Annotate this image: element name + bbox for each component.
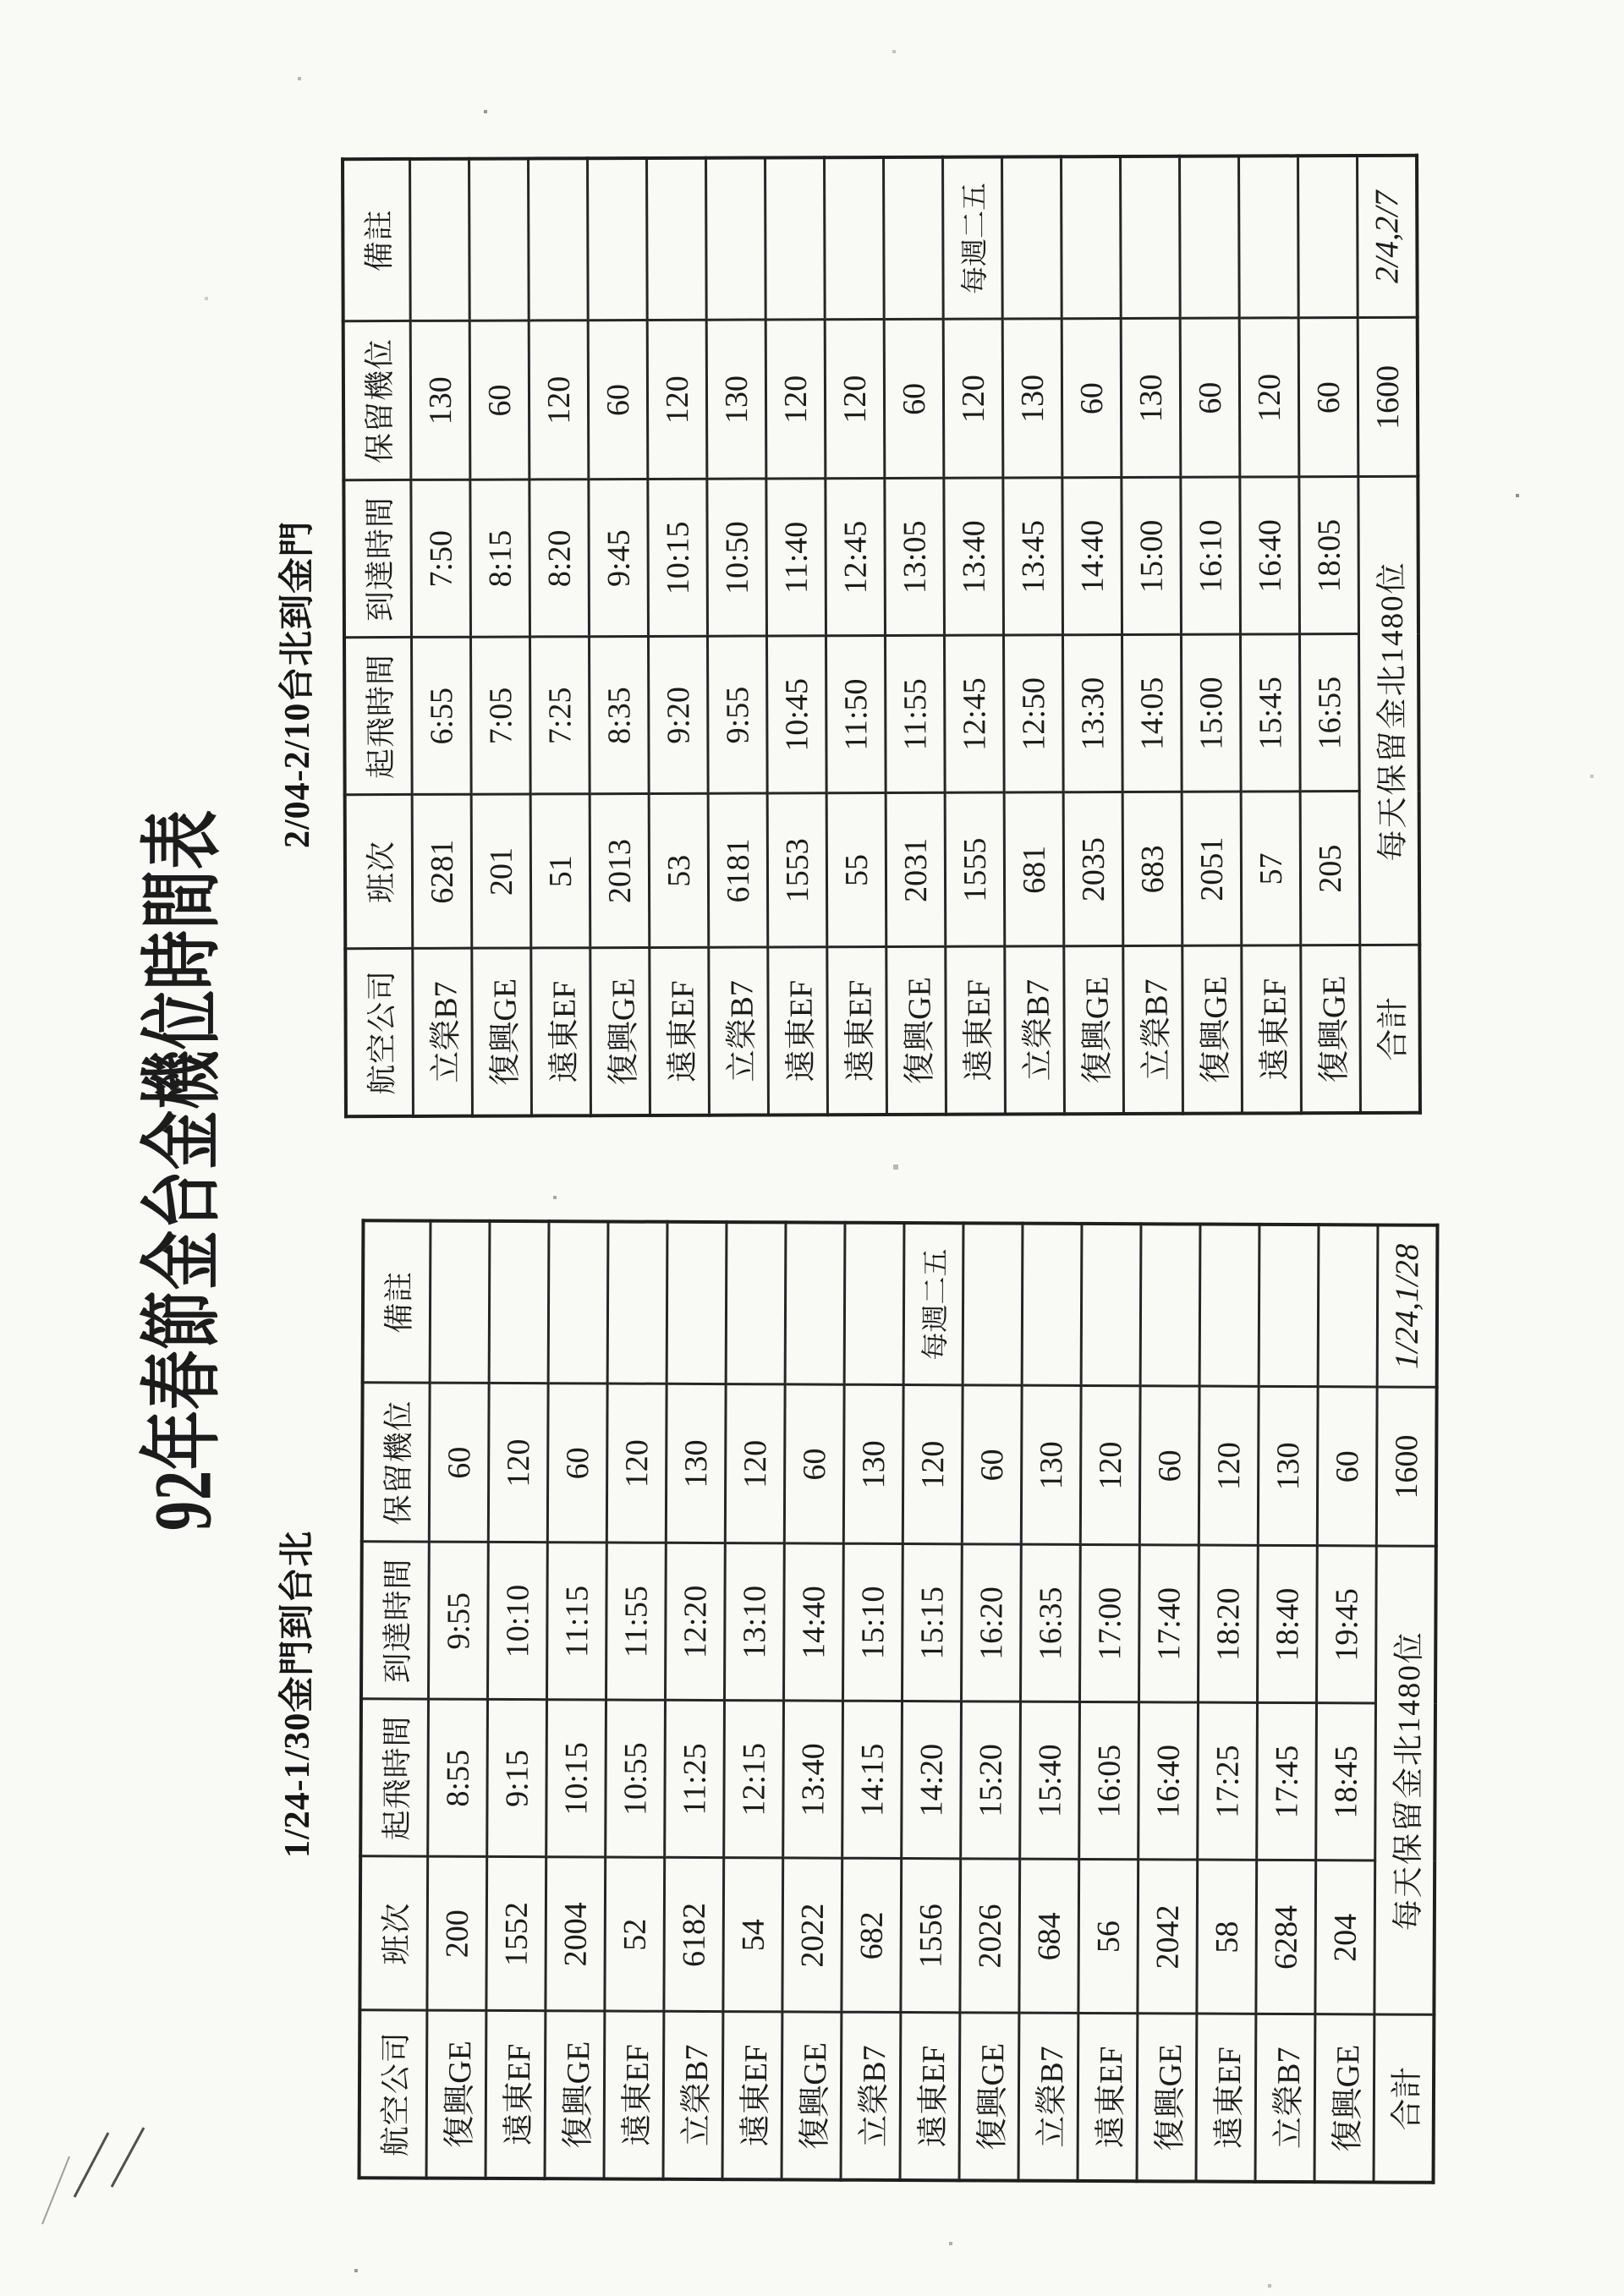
depart-time-cell: 16:40 bbox=[1138, 1702, 1199, 1860]
seats-cell: 60 bbox=[469, 321, 529, 479]
flight-no-cell: 51 bbox=[530, 794, 590, 948]
depart-time-cell: 8:35 bbox=[590, 637, 650, 794]
note-cell bbox=[588, 158, 648, 321]
header-cell: 班次 bbox=[359, 1856, 427, 2010]
airline-cell: 遠東EF bbox=[604, 2011, 664, 2178]
depart-time-cell: 11:25 bbox=[665, 1701, 725, 1858]
seats-cell: 60 bbox=[1062, 319, 1122, 478]
arrive-time-cell: 16:10 bbox=[1181, 478, 1241, 635]
flight-row bbox=[825, 157, 887, 1115]
arrive-time-cell: 10:50 bbox=[707, 479, 767, 636]
seats-cell: 60 bbox=[588, 321, 648, 479]
seats-cell: 130 bbox=[843, 1385, 903, 1544]
airline-cell: 遠東EF bbox=[1242, 945, 1302, 1113]
page-title: 92年春節金台金機位時間表 bbox=[139, 809, 229, 1531]
arrive-time-cell: 16:40 bbox=[1240, 477, 1300, 634]
note-cell bbox=[726, 1222, 786, 1384]
arrive-time-cell: 13:05 bbox=[885, 479, 945, 636]
flight-row bbox=[588, 158, 650, 1115]
arrive-time-cell: 8:15 bbox=[470, 479, 530, 637]
note-cell bbox=[1180, 156, 1240, 319]
depart-time-cell: 15:00 bbox=[1181, 635, 1241, 792]
depart-time-cell: 12:45 bbox=[944, 635, 1004, 792]
flight-row bbox=[1121, 156, 1183, 1114]
flight-no-cell: 1553 bbox=[767, 793, 827, 947]
flight-no-cell: 2026 bbox=[960, 1859, 1020, 2013]
header-cell: 起飛時間 bbox=[360, 1699, 428, 1856]
flight-row bbox=[426, 1221, 490, 2178]
depart-time-cell: 6:55 bbox=[412, 638, 472, 795]
flight-no-cell: 1555 bbox=[945, 792, 1005, 946]
airline-cell: 立榮B7 bbox=[1018, 2014, 1078, 2181]
seats-cell: 130 bbox=[1021, 1386, 1081, 1545]
flight-row bbox=[959, 1223, 1023, 2180]
total-seats-cell: 1600 bbox=[1358, 318, 1418, 477]
flight-no-cell: 6281 bbox=[412, 795, 472, 949]
note-cell bbox=[1199, 1225, 1259, 1387]
airline-cell: 復興GE bbox=[1301, 945, 1361, 1113]
note-cell: 每週二五 bbox=[943, 156, 1003, 319]
airline-cell: 遠東EF bbox=[531, 948, 591, 1115]
note-cell bbox=[884, 157, 944, 320]
seats-cell: 60 bbox=[962, 1385, 1022, 1544]
header-cell: 到達時間 bbox=[343, 480, 411, 638]
daily-reserved-seats-cell: 每天保留金北1480位 bbox=[1374, 1546, 1436, 2014]
flight-row bbox=[663, 1222, 727, 2179]
seats-cell: 130 bbox=[1258, 1387, 1318, 1546]
airline-cell: 復興GE bbox=[1314, 2014, 1374, 2182]
airline-cell: 遠東EF bbox=[1196, 2014, 1256, 2182]
pen-marks bbox=[25, 2080, 203, 2275]
airline-cell: 復興GE bbox=[1064, 946, 1124, 1114]
flight-row bbox=[722, 1222, 786, 2179]
flight-row bbox=[1078, 1224, 1141, 2181]
flight-no-cell: 682 bbox=[842, 1859, 902, 2013]
note-cell bbox=[706, 157, 766, 320]
flight-row bbox=[647, 158, 710, 1115]
depart-time-cell: 15:45 bbox=[1240, 634, 1300, 792]
airline-cell: 遠東EF bbox=[1078, 2014, 1138, 2181]
flight-row bbox=[1314, 1225, 1378, 2182]
flight-row bbox=[765, 157, 828, 1115]
flight-no-cell: 684 bbox=[1019, 1860, 1079, 2014]
seats-cell: 130 bbox=[1121, 319, 1181, 478]
note-cell bbox=[529, 158, 589, 321]
arrive-time-cell: 10:10 bbox=[488, 1543, 548, 1700]
flight-no-cell: 2013 bbox=[590, 794, 650, 948]
airline-cell: 立榮B7 bbox=[1255, 2014, 1315, 2182]
arrive-time-cell: 15:15 bbox=[903, 1544, 963, 1701]
flight-row bbox=[604, 1221, 667, 2178]
note-cell bbox=[1081, 1224, 1141, 1386]
seats-cell: 120 bbox=[647, 321, 707, 479]
arrive-time-cell: 19:45 bbox=[1316, 1546, 1376, 1703]
seats-cell: 60 bbox=[1317, 1387, 1377, 1546]
flight-no-cell: 56 bbox=[1078, 1860, 1138, 2014]
depart-time-cell: 14:05 bbox=[1122, 635, 1182, 792]
arrive-time-cell: 16:35 bbox=[1020, 1545, 1080, 1702]
note-cell bbox=[785, 1222, 845, 1384]
arrive-time-cell: 15:10 bbox=[843, 1544, 903, 1701]
flight-row bbox=[529, 158, 591, 1115]
seats-cell: 130 bbox=[410, 321, 470, 480]
arrive-time-cell: 7:50 bbox=[411, 480, 471, 638]
airline-cell: 復興GE bbox=[886, 947, 946, 1115]
airline-cell: 復興GE bbox=[1182, 946, 1243, 1114]
seats-cell: 60 bbox=[784, 1384, 844, 1543]
seats-cell: 60 bbox=[1139, 1386, 1199, 1545]
seats-cell: 60 bbox=[547, 1384, 607, 1543]
arrive-time-cell: 14:40 bbox=[1062, 478, 1122, 635]
schedule-table-kinmen-to-taipei bbox=[358, 1219, 1440, 2184]
arrive-time-cell: 12:45 bbox=[826, 479, 886, 636]
depart-time-cell: 7:25 bbox=[530, 637, 590, 794]
header-cell: 備註 bbox=[343, 159, 410, 321]
flight-row bbox=[884, 157, 946, 1115]
note-cell bbox=[667, 1222, 727, 1384]
note-cell bbox=[1062, 156, 1122, 319]
note-cell bbox=[963, 1223, 1023, 1385]
note-cell bbox=[430, 1221, 490, 1384]
header-row bbox=[343, 159, 413, 1116]
flight-no-cell: 6182 bbox=[664, 1858, 724, 2012]
depart-time-cell: 8:55 bbox=[428, 1700, 488, 1857]
depart-time-cell: 16:05 bbox=[1079, 1702, 1139, 1860]
flight-row bbox=[1255, 1225, 1319, 2182]
flight-no-cell: 6284 bbox=[1256, 1860, 1316, 2014]
daily-reserved-seats-cell: 每天保留金北1480位 bbox=[1358, 477, 1419, 945]
depart-time-cell: 10:55 bbox=[606, 1700, 666, 1857]
total-row bbox=[1374, 1225, 1437, 2182]
arrive-time-cell: 11:15 bbox=[547, 1543, 607, 1700]
arrive-time-cell: 17:40 bbox=[1138, 1545, 1199, 1702]
arrive-time-cell: 9:45 bbox=[589, 479, 649, 637]
total-seats-cell: 1600 bbox=[1376, 1387, 1436, 1546]
flight-no-cell: 6181 bbox=[708, 793, 768, 947]
arrive-time-cell: 13:10 bbox=[725, 1543, 785, 1701]
header-cell: 到達時間 bbox=[361, 1542, 429, 1699]
seats-cell: 120 bbox=[1199, 1387, 1259, 1546]
flight-no-cell: 1556 bbox=[901, 1859, 961, 2013]
airline-cell: 復興GE bbox=[472, 948, 532, 1115]
flight-row bbox=[900, 1223, 963, 2180]
airline-cell: 遠東EF bbox=[650, 948, 710, 1115]
arrive-time-cell: 18:20 bbox=[1198, 1546, 1258, 1703]
airline-cell: 立榮B7 bbox=[1005, 946, 1065, 1114]
flight-row bbox=[1062, 156, 1124, 1114]
header-cell: 航空公司 bbox=[359, 2010, 427, 2178]
note-cell: 每週二五 bbox=[903, 1223, 963, 1385]
arrive-time-cell: 17:00 bbox=[1079, 1545, 1139, 1702]
seats-cell: 120 bbox=[765, 320, 826, 479]
flight-no-cell: 57 bbox=[1241, 792, 1301, 945]
seats-cell: 60 bbox=[429, 1384, 489, 1543]
seats-cell: 60 bbox=[1180, 319, 1240, 478]
total-note-cell: 1/24,1/28 bbox=[1377, 1225, 1437, 1387]
seats-cell: 130 bbox=[666, 1384, 726, 1543]
depart-time-cell: 11:50 bbox=[826, 636, 886, 793]
depart-time-cell: 9:15 bbox=[487, 1700, 547, 1857]
airline-cell: 復興GE bbox=[545, 2011, 605, 2178]
arrive-time-cell: 10:15 bbox=[648, 479, 708, 637]
arrive-time-cell: 13:45 bbox=[1003, 478, 1063, 635]
schedule-table-container-kinmen-to-taipei bbox=[358, 1219, 1440, 2184]
airline-cell: 遠東EF bbox=[827, 947, 887, 1115]
header-cell: 保留機位 bbox=[343, 321, 411, 480]
depart-time-cell: 16:55 bbox=[1299, 634, 1359, 792]
flight-row bbox=[1196, 1225, 1259, 2182]
airline-cell: 立榮B7 bbox=[413, 949, 473, 1116]
note-cell bbox=[548, 1221, 608, 1384]
total-row bbox=[1358, 156, 1420, 1113]
total-label-cell: 合計 bbox=[1374, 2014, 1434, 2182]
table-title-taipei-to-kinmen: 2/04-2/10台北到金門 bbox=[278, 520, 317, 848]
header-cell: 保留機位 bbox=[362, 1383, 430, 1542]
airline-cell: 立榮B7 bbox=[841, 2013, 901, 2180]
note-cell bbox=[1121, 156, 1181, 319]
seats-cell: 120 bbox=[488, 1384, 548, 1543]
depart-time-cell: 13:30 bbox=[1062, 635, 1122, 792]
flight-row bbox=[1002, 156, 1065, 1114]
header-cell: 班次 bbox=[345, 795, 413, 949]
note-cell bbox=[1318, 1225, 1378, 1387]
flight-row bbox=[706, 157, 769, 1115]
arrive-time-cell: 12:20 bbox=[666, 1543, 726, 1701]
flight-no-cell: 52 bbox=[605, 1857, 665, 2011]
note-cell bbox=[1022, 1224, 1082, 1386]
arrive-time-cell: 13:40 bbox=[944, 478, 1004, 635]
note-cell bbox=[825, 157, 885, 320]
flight-row bbox=[545, 1221, 608, 2178]
schedule-table-container-taipei-to-kinmen bbox=[341, 154, 1422, 1118]
flight-no-cell: 200 bbox=[427, 1857, 487, 2011]
arrive-time-cell: 18:05 bbox=[1299, 477, 1359, 634]
flight-no-cell: 2042 bbox=[1138, 1860, 1198, 2014]
table-title-kinmen-to-taipei: 1/24-1/30金門到台北 bbox=[278, 1530, 317, 1858]
flight-no-cell: 2004 bbox=[546, 1857, 606, 2011]
header-cell: 航空公司 bbox=[345, 949, 413, 1116]
note-cell bbox=[844, 1223, 904, 1385]
header-cell: 起飛時間 bbox=[344, 638, 412, 795]
seats-cell: 130 bbox=[706, 320, 766, 479]
arrive-time-cell: 8:20 bbox=[529, 479, 590, 637]
flight-no-cell: 54 bbox=[723, 1858, 783, 2012]
flight-no-cell: 2022 bbox=[782, 1858, 842, 2012]
airline-cell: 復興GE bbox=[1137, 2014, 1197, 2181]
flight-row bbox=[410, 159, 473, 1116]
airline-cell: 立榮B7 bbox=[1123, 946, 1183, 1114]
note-cell bbox=[410, 159, 470, 321]
header-cell: 備註 bbox=[363, 1220, 431, 1383]
seats-cell: 120 bbox=[1239, 318, 1299, 477]
depart-time-cell: 11:55 bbox=[886, 636, 946, 793]
seats-cell: 130 bbox=[1002, 319, 1062, 478]
note-cell bbox=[1140, 1224, 1200, 1386]
note-cell bbox=[765, 157, 826, 320]
arrive-time-cell: 11:55 bbox=[606, 1543, 667, 1700]
depart-time-cell: 18:45 bbox=[1316, 1703, 1376, 1860]
note-cell bbox=[1002, 156, 1062, 319]
flight-row bbox=[1298, 156, 1361, 1113]
depart-time-cell: 15:40 bbox=[1020, 1702, 1080, 1860]
flight-row bbox=[782, 1222, 845, 2179]
note-cell bbox=[469, 158, 529, 321]
arrive-time-cell: 16:20 bbox=[961, 1544, 1021, 1701]
airline-cell: 遠東EF bbox=[900, 2013, 960, 2180]
flight-no-cell: 53 bbox=[649, 794, 709, 948]
flight-no-cell: 204 bbox=[1315, 1860, 1375, 2014]
flight-row bbox=[1180, 156, 1243, 1114]
flight-no-cell: 205 bbox=[1300, 792, 1360, 945]
airline-cell: 遠東EF bbox=[486, 2011, 546, 2178]
depart-time-cell: 10:15 bbox=[546, 1700, 606, 1857]
depart-time-cell: 14:15 bbox=[842, 1701, 903, 1859]
note-cell bbox=[1239, 156, 1299, 318]
header-row bbox=[359, 1220, 431, 2178]
schedule-table-taipei-to-kinmen bbox=[341, 154, 1422, 1118]
arrive-time-cell: 11:40 bbox=[766, 479, 826, 636]
seats-cell: 120 bbox=[943, 319, 1003, 478]
seats-cell: 120 bbox=[725, 1384, 785, 1543]
flight-no-cell: 58 bbox=[1197, 1860, 1257, 2014]
flight-row bbox=[1137, 1224, 1200, 2181]
seats-cell: 60 bbox=[1298, 318, 1358, 477]
depart-time-cell: 17:45 bbox=[1257, 1703, 1317, 1860]
airline-cell: 遠東EF bbox=[946, 946, 1006, 1114]
depart-time-cell: 12:15 bbox=[724, 1701, 784, 1858]
arrive-time-cell: 9:55 bbox=[429, 1543, 489, 1700]
note-cell bbox=[1259, 1225, 1319, 1387]
flight-row bbox=[469, 158, 532, 1115]
flight-no-cell: 683 bbox=[1122, 792, 1182, 946]
flight-no-cell: 2035 bbox=[1063, 792, 1123, 946]
seats-cell: 120 bbox=[606, 1384, 667, 1543]
arrive-time-cell: 15:00 bbox=[1122, 478, 1182, 635]
airline-cell: 遠東EF bbox=[722, 2012, 782, 2179]
depart-time-cell: 13:40 bbox=[783, 1701, 843, 1858]
airline-cell: 復興GE bbox=[782, 2012, 842, 2179]
seats-cell: 120 bbox=[1080, 1386, 1140, 1545]
airline-cell: 復興GE bbox=[590, 948, 650, 1115]
depart-time-cell: 14:20 bbox=[902, 1701, 962, 1859]
note-cell bbox=[647, 158, 707, 321]
depart-time-cell: 9:20 bbox=[649, 637, 709, 794]
depart-time-cell: 7:05 bbox=[471, 637, 531, 794]
note-cell bbox=[489, 1221, 549, 1384]
total-label-cell: 合計 bbox=[1360, 945, 1420, 1113]
seats-cell: 60 bbox=[884, 320, 944, 479]
note-cell bbox=[1298, 156, 1358, 318]
depart-time-cell: 10:45 bbox=[767, 636, 827, 793]
flight-row bbox=[943, 156, 1006, 1114]
flight-row bbox=[486, 1221, 549, 2178]
airline-cell: 立榮B7 bbox=[709, 947, 769, 1115]
flight-row bbox=[841, 1223, 904, 2180]
airline-cell: 遠東EF bbox=[768, 947, 828, 1115]
seats-cell: 120 bbox=[903, 1385, 963, 1544]
flight-no-cell: 1552 bbox=[486, 1857, 546, 2011]
depart-time-cell: 17:25 bbox=[1198, 1703, 1258, 1860]
flight-row bbox=[1018, 1224, 1082, 2181]
depart-time-cell: 12:50 bbox=[1003, 635, 1063, 792]
arrive-time-cell: 14:40 bbox=[784, 1543, 844, 1701]
seats-cell: 120 bbox=[825, 320, 885, 479]
flight-row bbox=[1239, 156, 1302, 1113]
airline-cell: 復興GE bbox=[426, 2011, 486, 2178]
total-note-cell: 2/4,2/7 bbox=[1358, 156, 1418, 318]
flight-no-cell: 681 bbox=[1004, 792, 1064, 946]
note-cell bbox=[607, 1221, 667, 1384]
flight-no-cell: 2051 bbox=[1182, 792, 1242, 946]
arrive-time-cell: 18:40 bbox=[1257, 1546, 1317, 1703]
flight-no-cell: 201 bbox=[471, 794, 531, 948]
depart-time-cell: 15:20 bbox=[961, 1701, 1021, 1859]
flight-no-cell: 2031 bbox=[886, 793, 946, 947]
airline-cell: 復興GE bbox=[959, 2013, 1019, 2180]
depart-time-cell: 9:55 bbox=[708, 636, 768, 793]
seats-cell: 120 bbox=[529, 321, 589, 479]
flight-no-cell: 55 bbox=[826, 793, 886, 947]
airline-cell: 立榮B7 bbox=[663, 2012, 723, 2179]
